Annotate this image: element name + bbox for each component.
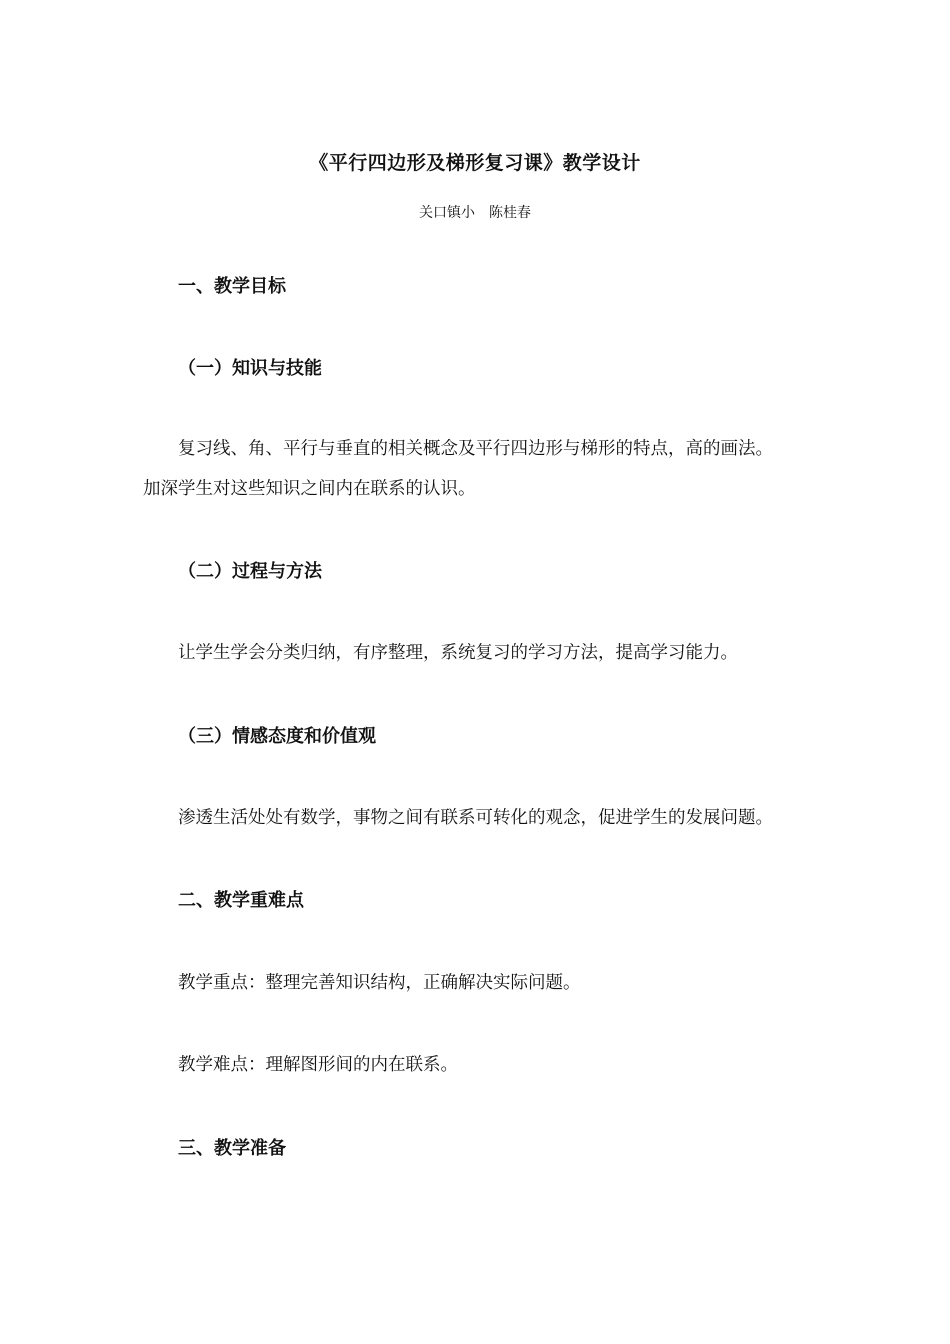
- subsection-heading-knowledge: （一）知识与技能: [178, 358, 322, 379]
- paragraph-emotion: 渗透生活处处有数学，事物之间有联系可转化的观念，促进学生的发展问题。: [178, 808, 773, 828]
- paragraph-knowledge-line2: 加深学生对这些知识之间内在联系的认识。: [143, 479, 476, 499]
- paragraph-process: 让学生学会分类归纳，有序整理，系统复习的学习方法，提高学习能力。: [178, 643, 738, 663]
- document-author: 关口镇小 陈桂春: [419, 205, 531, 221]
- subsection-heading-process: （二）过程与方法: [178, 561, 322, 582]
- paragraph-difficulty: 教学难点：理解图形间的内在联系。: [178, 1055, 458, 1075]
- section-heading-preparation: 三、教学准备: [178, 1138, 286, 1159]
- paragraph-knowledge-line1: 复习线、角、平行与垂直的相关概念及平行四边形与梯形的特点，高的画法。: [178, 439, 773, 459]
- section-heading-key-points: 二、教学重难点: [178, 890, 304, 911]
- paragraph-focus: 教学重点：整理完善知识结构，正确解决实际问题。: [178, 973, 581, 993]
- subsection-heading-emotion: （三）情感态度和价值观: [178, 726, 376, 747]
- document-title: 《平行四边形及梯形复习课》教学设计: [309, 152, 641, 174]
- section-heading-objectives: 一、教学目标: [178, 276, 286, 297]
